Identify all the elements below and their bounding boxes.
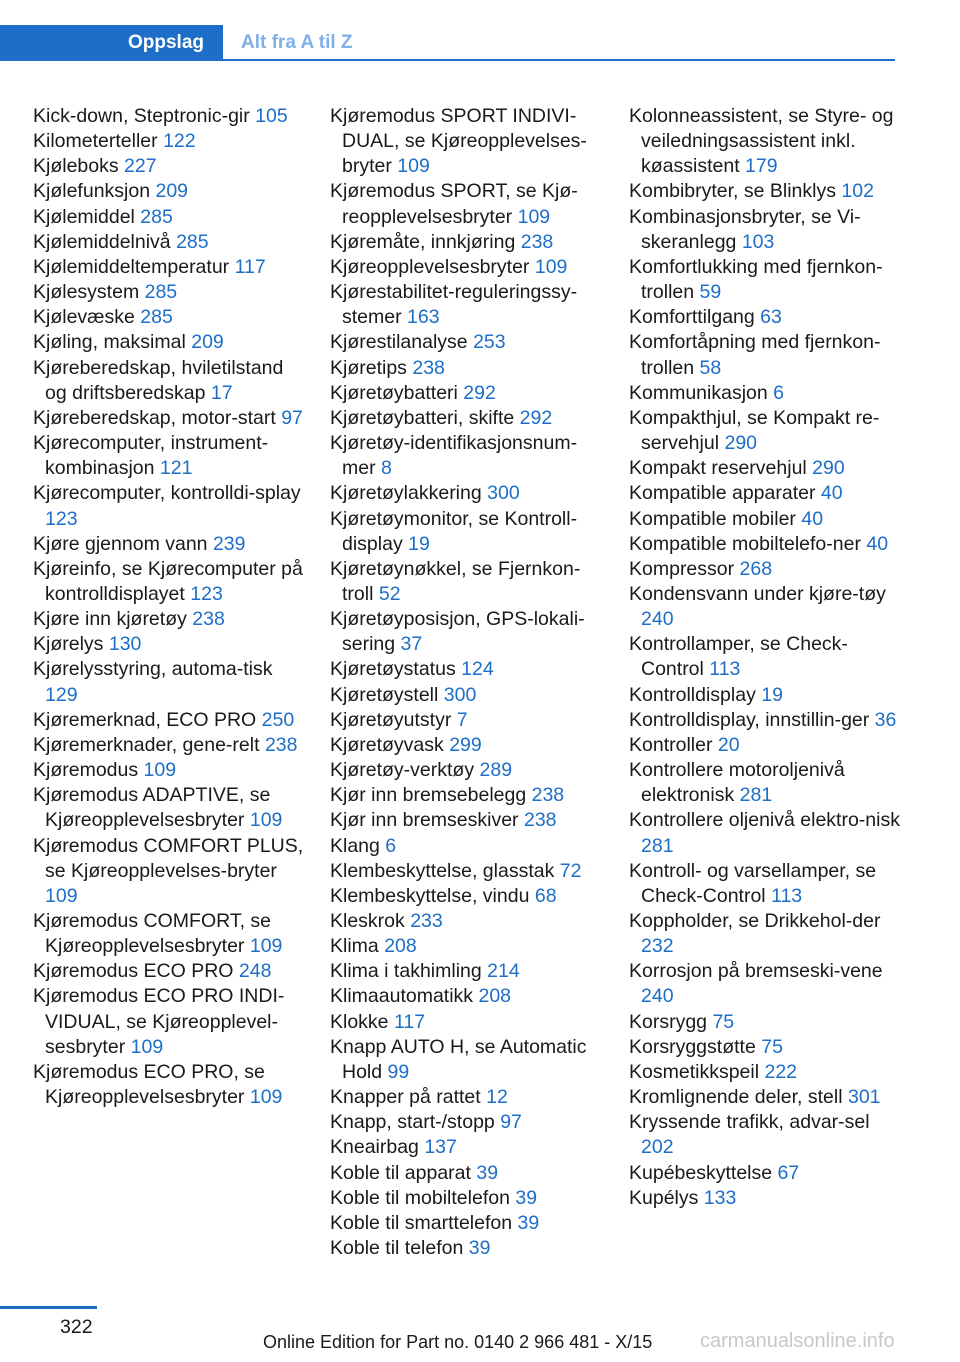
page-link[interactable]: 208 bbox=[478, 985, 512, 1008]
page-link[interactable]: 240 bbox=[641, 985, 674, 1008]
index-entry bbox=[33, 431, 308, 481]
page-link[interactable]: 238 bbox=[520, 230, 554, 253]
index-entry bbox=[629, 582, 904, 632]
page-link[interactable]: 109 bbox=[397, 155, 430, 178]
index-entry bbox=[33, 481, 308, 531]
page-link[interactable]: 109 bbox=[130, 1035, 164, 1058]
page-link[interactable]: 105 bbox=[255, 105, 288, 127]
index-entry bbox=[629, 1035, 904, 1060]
page-link[interactable]: 39 bbox=[468, 1237, 491, 1260]
index-term: Kompakt reservehjul bbox=[629, 457, 807, 480]
index-entry bbox=[629, 104, 904, 179]
index-term: Kjøremodus ECO PRO INDI-VIDUAL, se Kjøreopplevel-sesbryter bbox=[33, 985, 285, 1058]
index-term: Kjøremerknad, ECO PRO bbox=[33, 708, 257, 731]
page-link[interactable]: 97 bbox=[281, 406, 303, 429]
index-term: Kolonneassistent, se Styre- og veiledningsassistent inkl. køassistent bbox=[629, 105, 894, 178]
page-link[interactable]: 238 bbox=[531, 784, 565, 807]
index-term: Kombinasjonsbryter, se Vi-skeranlegg bbox=[629, 205, 861, 253]
index-entry bbox=[629, 179, 904, 204]
index-entry bbox=[629, 1186, 904, 1211]
page-link[interactable]: 68 bbox=[534, 884, 557, 907]
index-entry bbox=[629, 1060, 904, 1085]
index-term: Kjølevæske bbox=[33, 306, 135, 329]
index-entry bbox=[330, 859, 605, 884]
index-entry bbox=[629, 1110, 904, 1160]
page-link[interactable]: 109 bbox=[534, 255, 568, 278]
index-term: Kjølemiddeltemperatur bbox=[33, 255, 230, 278]
edition-text: Online Edition for Part no. 0140 2 966 481 - X/15 bbox=[263, 1332, 653, 1352]
page-link[interactable]: 59 bbox=[699, 281, 722, 304]
index-entry bbox=[629, 255, 904, 305]
index-entry bbox=[330, 984, 605, 1009]
page-link[interactable]: 300 bbox=[487, 482, 520, 505]
index-term: Kontroll- og varsellamper, se Check-Control bbox=[629, 859, 877, 907]
index-entry bbox=[330, 507, 605, 557]
index-entry bbox=[330, 1035, 605, 1085]
index-term: Kjøremodus SPORT, se Kjø-reopplevelsesbryter bbox=[330, 180, 578, 228]
page-link[interactable]: 72 bbox=[559, 859, 582, 882]
page-link[interactable]: 300 bbox=[443, 683, 477, 706]
page-link[interactable]: 240 bbox=[641, 608, 674, 631]
index-entry bbox=[330, 657, 605, 682]
index-term: Korsryggstøtte bbox=[629, 1035, 756, 1058]
index-term: Klembeskyttelse, vindu bbox=[330, 884, 530, 907]
index-entry bbox=[330, 431, 605, 481]
index-term: Komforttilgang bbox=[629, 306, 755, 329]
page-link[interactable]: 289 bbox=[479, 759, 513, 782]
page-link[interactable]: 292 bbox=[519, 406, 553, 429]
index-entry bbox=[330, 356, 605, 381]
page-link[interactable]: 238 bbox=[264, 733, 298, 756]
page-link[interactable]: 20 bbox=[717, 733, 740, 756]
index-term: Kjøremerknader, gene-relt bbox=[33, 733, 260, 756]
page-link[interactable]: 36 bbox=[874, 708, 897, 731]
index-term: Kjøretøyposisjon, GPS-lokali-sering bbox=[330, 608, 585, 656]
page-number: 322 bbox=[60, 1316, 93, 1338]
watermark: carmanualsonline.info bbox=[700, 1330, 895, 1352]
footer-rule bbox=[0, 1306, 97, 1309]
index-term: Kjøre gjennom vann bbox=[33, 532, 208, 555]
page-link[interactable]: 117 bbox=[393, 1010, 426, 1033]
index-entry bbox=[330, 1161, 605, 1186]
page-link[interactable]: 122 bbox=[163, 130, 196, 153]
page-link[interactable]: 109 bbox=[143, 759, 177, 782]
page-link[interactable]: 290 bbox=[724, 432, 758, 455]
index-entry bbox=[330, 808, 605, 833]
index-entry bbox=[330, 406, 605, 431]
index-term: Koble til apparat bbox=[330, 1161, 471, 1184]
index-term: Kjør inn bremseskiver bbox=[330, 809, 519, 832]
index-term: Kilometerteller bbox=[33, 130, 158, 153]
page-link[interactable]: 238 bbox=[412, 356, 445, 379]
page-link[interactable]: 233 bbox=[410, 910, 443, 932]
page-link[interactable]: 133 bbox=[703, 1186, 737, 1209]
index-entry bbox=[629, 532, 904, 557]
index-entry bbox=[629, 507, 904, 532]
index-entry bbox=[330, 733, 605, 758]
page-link[interactable]: 292 bbox=[463, 381, 496, 404]
index-entry bbox=[629, 205, 904, 255]
index-term: Kosmetikkspeil bbox=[629, 1060, 760, 1083]
index-term: Kjøreinfo, se Kjørecomputer på kontrolldisplayet bbox=[33, 557, 303, 605]
page-link[interactable]: 109 bbox=[517, 205, 551, 228]
page-link[interactable]: 19 bbox=[408, 532, 430, 555]
index-term: Kompatible apparater bbox=[629, 482, 816, 505]
page-link[interactable]: 109 bbox=[249, 1086, 283, 1109]
index-entry bbox=[33, 205, 308, 230]
index-entry bbox=[629, 758, 904, 808]
index-term: Korrosjon på bremseski-vene bbox=[629, 960, 883, 983]
index-term: Komfortlukking med fjernkon-trollen bbox=[629, 255, 883, 304]
page-link[interactable]: 238 bbox=[192, 608, 225, 631]
index-entry bbox=[33, 330, 308, 355]
index-term: Kjølemiddelnivå bbox=[33, 230, 171, 253]
page-link[interactable]: 102 bbox=[841, 180, 874, 203]
index-entry bbox=[33, 733, 308, 758]
page-link[interactable]: 285 bbox=[140, 306, 173, 329]
index-entry bbox=[629, 305, 904, 330]
index-entry bbox=[629, 1010, 904, 1035]
page-link[interactable]: 248 bbox=[238, 960, 272, 983]
page-link[interactable]: 113 bbox=[709, 658, 741, 681]
index-term: Kjørecomputer, instrument-kombinasjon bbox=[33, 432, 269, 480]
index-entry bbox=[330, 1110, 605, 1135]
index-term: Kontrollere motoroljenivå elektronisk bbox=[629, 759, 845, 807]
page-link[interactable]: 63 bbox=[760, 306, 782, 329]
index-term: Kommunikasjon bbox=[629, 381, 768, 404]
index-entry bbox=[330, 1085, 605, 1110]
index-entry bbox=[330, 607, 605, 657]
index-entry bbox=[330, 280, 605, 330]
page-link[interactable]: 109 bbox=[249, 809, 283, 832]
page-link[interactable]: 285 bbox=[140, 205, 173, 228]
index-term: Kjøleboks bbox=[33, 155, 119, 178]
page-link[interactable]: 123 bbox=[190, 582, 223, 605]
index-column-2 bbox=[330, 104, 605, 1261]
index-term: Klimaautomatikk bbox=[330, 985, 474, 1008]
page-link[interactable]: 137 bbox=[424, 1136, 457, 1159]
index-entry bbox=[33, 104, 308, 129]
index-term: Klima i takhimling bbox=[330, 960, 482, 983]
index-term: Kjøremodus ADAPTIVE, se Kjøreopplevelsesbryter bbox=[33, 784, 271, 832]
index-term: Klembeskyttelse, glasstak bbox=[330, 859, 555, 882]
index-entry bbox=[330, 1211, 605, 1236]
page-link[interactable]: 179 bbox=[745, 155, 778, 178]
index-entry bbox=[33, 532, 308, 557]
index-entry bbox=[330, 708, 605, 733]
index-entry bbox=[629, 330, 904, 380]
index-term: Kompressor bbox=[629, 557, 735, 580]
page-link[interactable]: 238 bbox=[523, 809, 557, 832]
page-link[interactable]: 39 bbox=[476, 1161, 499, 1184]
index-entry bbox=[33, 632, 308, 657]
index-entry bbox=[330, 934, 605, 959]
index-term: Kjørelys bbox=[33, 633, 104, 656]
index-term: Kjør inn bremsebelegg bbox=[330, 784, 527, 807]
page-link[interactable]: 58 bbox=[699, 356, 722, 379]
index-entry bbox=[330, 909, 605, 934]
page-link[interactable]: 227 bbox=[124, 155, 157, 178]
page-link[interactable]: 163 bbox=[407, 306, 440, 329]
index-term: Kjøremåte, innkjøring bbox=[330, 230, 516, 253]
index-entry bbox=[629, 683, 904, 708]
page-link[interactable]: 124 bbox=[461, 658, 494, 681]
index-entry bbox=[33, 984, 308, 1059]
index-column-3 bbox=[629, 104, 904, 1211]
index-term: Kombibryter, se Blinklys bbox=[629, 180, 836, 203]
index-term: Kjørecomputer, kontrolldi-splay bbox=[33, 482, 301, 505]
page-link[interactable]: 285 bbox=[144, 281, 178, 304]
index-term: Knapper på rattet bbox=[330, 1086, 481, 1109]
page-link[interactable]: 214 bbox=[487, 960, 520, 983]
index-term: Kjøretøystell bbox=[330, 683, 439, 706]
index-entry bbox=[330, 179, 605, 229]
index-entry bbox=[33, 959, 308, 984]
index-entry bbox=[629, 708, 904, 733]
tab-alt-fra-a-til-z-label: Alt fra A til Z bbox=[241, 32, 353, 53]
index-term: Kjøretips bbox=[330, 356, 407, 379]
index-term: Kjøremodus SPORT INDIVI-DUAL, se Kjøreopplevelses-bryter bbox=[330, 105, 587, 178]
index-entry bbox=[629, 808, 904, 858]
index-entry bbox=[629, 859, 904, 909]
page-link[interactable]: 8 bbox=[381, 457, 392, 480]
index-term: Kontroller bbox=[629, 733, 713, 756]
index-entry bbox=[330, 834, 605, 859]
page-link[interactable]: 97 bbox=[500, 1111, 522, 1134]
index-term: Kjøling, maksimal bbox=[33, 331, 186, 354]
page-link[interactable]: 40 bbox=[820, 482, 843, 505]
index-entry bbox=[330, 1135, 605, 1160]
index-entry bbox=[33, 657, 308, 707]
index-term: Kjøretøyvask bbox=[330, 733, 444, 756]
index-entry bbox=[33, 305, 308, 330]
index-term: Kryssende trafikk, advar-sel bbox=[629, 1111, 870, 1134]
index-term: Kjøretøy-verktøy bbox=[330, 759, 475, 782]
page-link[interactable]: 202 bbox=[641, 1136, 674, 1159]
header-bar bbox=[0, 25, 895, 61]
index-term: Kjøremodus ECO PRO, se Kjøreopplevelsesbryter bbox=[33, 1060, 265, 1109]
page-link[interactable]: 39 bbox=[517, 1211, 540, 1234]
index-entry bbox=[330, 104, 605, 179]
index-entry bbox=[330, 230, 605, 255]
index-term: Kjøremodus COMFORT, se Kjøreopplevelsesbryter bbox=[33, 910, 272, 958]
page-link[interactable]: 17 bbox=[210, 381, 233, 404]
index-term: Koble til mobiltelefon bbox=[330, 1186, 510, 1209]
index-term: Koble til telefon bbox=[330, 1237, 464, 1260]
index-term: Koppholder, se Drikkehol-der bbox=[629, 910, 881, 932]
page-link[interactable]: 290 bbox=[812, 457, 845, 480]
page-link[interactable]: 12 bbox=[486, 1086, 508, 1109]
index-term: Kleskrok bbox=[330, 910, 405, 932]
index-term: Kupébeskyttelse bbox=[629, 1161, 773, 1184]
index-term: Kjølesystem bbox=[33, 281, 140, 304]
page-link[interactable]: 129 bbox=[45, 683, 78, 706]
index-term: Klokke bbox=[330, 1010, 389, 1033]
index-term: Kjølefunksjon bbox=[33, 180, 151, 203]
index-entry bbox=[33, 406, 308, 431]
index-term: Kjøretøybatteri, skifte bbox=[330, 406, 515, 429]
index-entry bbox=[330, 557, 605, 607]
index-entry bbox=[33, 708, 308, 733]
index-term: Kjøremodus ECO PRO bbox=[33, 960, 234, 983]
page-link[interactable]: 40 bbox=[801, 507, 824, 530]
page-link[interactable]: 268 bbox=[739, 557, 773, 580]
page-link[interactable]: 209 bbox=[155, 180, 189, 203]
index-term: Kjøremodus COMFORT PLUS, se Kjøreopplevelses-bryter bbox=[33, 834, 304, 882]
index-term: Kjøretøy-identifikasjonsnum-mer bbox=[330, 432, 578, 480]
index-term: Kompatible mobiltelefo-ner bbox=[629, 532, 861, 555]
index-entry bbox=[33, 1060, 308, 1110]
page-link[interactable]: 52 bbox=[378, 582, 401, 605]
index-entry bbox=[330, 1186, 605, 1211]
index-entry bbox=[629, 481, 904, 506]
page-link[interactable]: 239 bbox=[212, 532, 246, 555]
page-link[interactable]: 6 bbox=[773, 381, 785, 404]
index-term: Kontrollamper, se Check-Control bbox=[629, 633, 848, 681]
index-entry bbox=[629, 456, 904, 481]
tab-oppslag[interactable] bbox=[0, 25, 223, 61]
page-link[interactable]: 75 bbox=[712, 1010, 735, 1033]
page-link[interactable]: 7 bbox=[456, 708, 468, 731]
tab-oppslag-label: Oppslag bbox=[128, 32, 205, 53]
index-entry bbox=[33, 154, 308, 179]
page-link[interactable]: 232 bbox=[641, 935, 674, 958]
page-link[interactable]: 208 bbox=[384, 935, 417, 958]
page-link[interactable]: 103 bbox=[741, 230, 775, 253]
index-term: Knapp, start-/stopp bbox=[330, 1111, 495, 1134]
index-entry bbox=[330, 330, 605, 355]
index-term: Kjøretøymonitor, se Kontroll-display bbox=[330, 507, 578, 555]
index-term: Kompatible mobiler bbox=[629, 507, 796, 530]
page-link[interactable]: 39 bbox=[515, 1186, 538, 1209]
index-term: Kjøretøynøkkel, se Fjernkon-troll bbox=[330, 557, 581, 605]
index-entry bbox=[33, 356, 308, 406]
index-entry bbox=[629, 959, 904, 1009]
tab-alt-fra-a-til-z[interactable] bbox=[223, 25, 895, 61]
page-link[interactable]: 67 bbox=[777, 1161, 800, 1184]
index-entry bbox=[330, 683, 605, 708]
page-link[interactable]: 6 bbox=[385, 834, 397, 857]
page-link[interactable]: 123 bbox=[45, 507, 78, 530]
index-entry bbox=[330, 381, 605, 406]
index-entry bbox=[629, 557, 904, 582]
page-link[interactable]: 285 bbox=[176, 230, 209, 253]
index-term: Kneairbag bbox=[330, 1136, 419, 1159]
index-entry bbox=[33, 280, 308, 305]
index-entry bbox=[330, 959, 605, 984]
page-link[interactable]: 301 bbox=[847, 1086, 881, 1109]
page-link[interactable]: 109 bbox=[45, 884, 78, 907]
index-term: Kjøremodus bbox=[33, 759, 139, 782]
page-link[interactable]: 250 bbox=[261, 708, 295, 731]
page-link[interactable]: 117 bbox=[234, 255, 266, 278]
index-entry bbox=[330, 481, 605, 506]
index-entry bbox=[33, 783, 308, 833]
index-term: Koble til smarttelefon bbox=[330, 1211, 513, 1234]
index-term: Kromlignende deler, stell bbox=[629, 1086, 843, 1109]
index-entry bbox=[629, 1085, 904, 1110]
index-entry bbox=[33, 607, 308, 632]
page-link[interactable]: 121 bbox=[159, 457, 193, 480]
page-link[interactable]: 19 bbox=[761, 683, 783, 706]
index-entry bbox=[629, 1161, 904, 1186]
index-term: Kontrolldisplay bbox=[629, 683, 756, 706]
index-column-1 bbox=[33, 104, 308, 1110]
index-term: Kupélys bbox=[629, 1186, 699, 1209]
page-link[interactable]: 113 bbox=[771, 884, 803, 907]
index-entry bbox=[330, 884, 605, 909]
index-entry bbox=[330, 1010, 605, 1035]
index-term: Kjørelysstyring, automa-tisk bbox=[33, 658, 273, 681]
index-term: Knapp AUTO H, se Automatic Hold bbox=[330, 1035, 587, 1083]
index-entry bbox=[629, 406, 904, 456]
index-entry bbox=[33, 255, 308, 280]
index-term: Kjøre inn kjøretøy bbox=[33, 608, 187, 631]
index-term: Kjørestabilitet-reguleringssy-stemer bbox=[330, 281, 578, 329]
page-link[interactable]: 40 bbox=[866, 532, 889, 555]
index-entry bbox=[629, 909, 904, 959]
index-entry bbox=[33, 834, 308, 909]
page-link[interactable]: 37 bbox=[400, 633, 423, 656]
index-term: Kjølemiddel bbox=[33, 205, 135, 228]
index-term: Kondensvann under kjøre-tøy bbox=[629, 582, 886, 605]
index-entry bbox=[33, 758, 308, 783]
index-entry bbox=[629, 632, 904, 682]
index-entry bbox=[33, 129, 308, 154]
index-term: Kjørestilanalyse bbox=[330, 331, 468, 354]
page-link[interactable]: 222 bbox=[764, 1060, 798, 1083]
index-term: Kjøretøybatteri bbox=[330, 381, 458, 404]
page-link[interactable]: 75 bbox=[761, 1035, 783, 1058]
index-term: Kick-down, Steptronic-gir bbox=[33, 105, 250, 127]
index-entry bbox=[629, 733, 904, 758]
page-link[interactable]: 253 bbox=[473, 331, 506, 354]
index-term: Kjøreberedskap, hviletilstand og driftsberedskap bbox=[33, 356, 284, 404]
page-link[interactable]: 209 bbox=[191, 331, 224, 354]
page-link[interactable]: 281 bbox=[739, 784, 773, 807]
index-term: Kjøretøylakkering bbox=[330, 482, 482, 505]
index-entry bbox=[330, 783, 605, 808]
index-entry bbox=[330, 255, 605, 280]
page-link[interactable]: 130 bbox=[108, 633, 142, 656]
page-link[interactable]: 299 bbox=[449, 733, 482, 756]
index-term: Kontrolldisplay, innstillin-ger bbox=[629, 708, 870, 731]
index-term: Kjøreberedskap, motor-start bbox=[33, 406, 276, 429]
index-term: Kompakthjul, se Kompakt re-servehjul bbox=[629, 406, 880, 455]
index-term: Komfortåpning med fjernkon-trollen bbox=[629, 331, 881, 379]
index-term: Kjøreopplevelsesbryter bbox=[330, 255, 530, 278]
index-entry bbox=[33, 909, 308, 959]
page-link[interactable]: 281 bbox=[641, 834, 674, 857]
index-term: Klima bbox=[330, 935, 379, 958]
index-term: Kontrollere oljenivå elektro-nisk bbox=[629, 809, 900, 832]
index-entry bbox=[33, 230, 308, 255]
index-entry bbox=[629, 381, 904, 406]
index-entry bbox=[330, 1236, 605, 1261]
index-entry bbox=[330, 758, 605, 783]
index-term: Kjøretøystatus bbox=[330, 658, 456, 681]
index-entry bbox=[33, 179, 308, 204]
page-link[interactable]: 109 bbox=[249, 935, 283, 958]
index-entry bbox=[33, 557, 308, 607]
index-term: Klang bbox=[330, 834, 380, 857]
index-term: Kjøretøyutstyr bbox=[330, 708, 452, 731]
index-term: Korsrygg bbox=[629, 1010, 708, 1033]
page-link[interactable]: 99 bbox=[387, 1060, 410, 1083]
